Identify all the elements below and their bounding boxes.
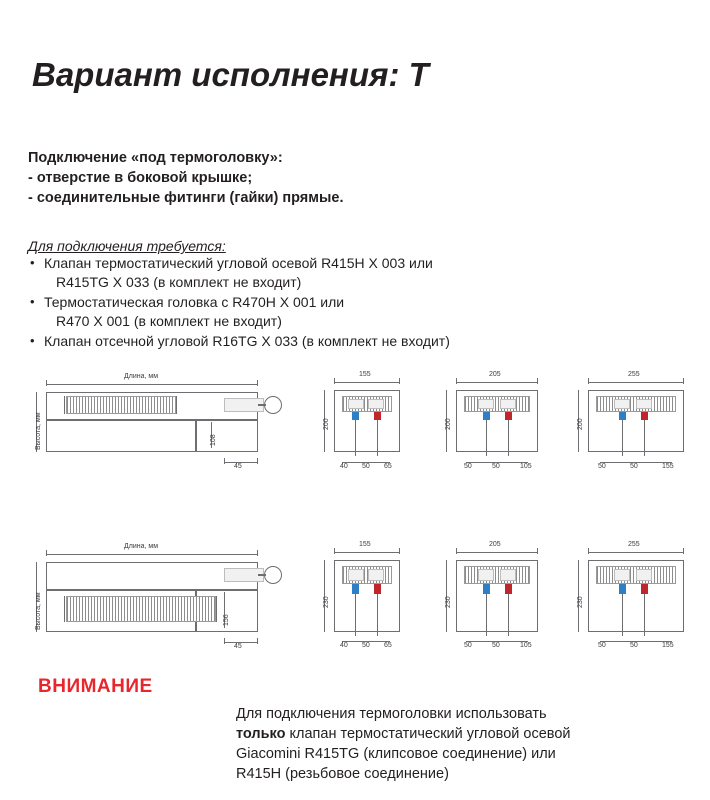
section-view-2-2 [434,540,554,670]
list-item [28,254,648,292]
intro-line-2: - отверстие в боковой крышке; [28,170,253,186]
dim-bottom-1: 50 [464,463,472,470]
dim-width: 205 [489,371,501,378]
dim-height: 230 [445,596,452,608]
intro-line-3: - соединительные фитинги (гайки) прямые. [28,190,344,206]
bullet-icon: • [30,333,35,348]
dim-bottom-3: 65 [384,642,392,649]
dim-bottom-1: 50 [598,642,606,649]
dim-height-label: Высота, мм [35,412,42,450]
page-title: Вариант исполнения: Т [32,56,429,93]
dim-bottom-1: 50 [464,642,472,649]
dim-width: 155 [359,371,371,378]
attention-heading: ВНИМАНИЕ [38,676,153,697]
attention-line-2 [236,724,696,744]
dim-height: 230 [323,596,330,608]
dim-length-label: Длина, мм [124,373,159,380]
dim-bottom-2: 50 [362,463,370,470]
dim-depth: 45 [234,643,242,650]
list-item [28,332,648,351]
attention-line-1: Для подключения термоголовки использовать [236,706,547,722]
dim-bottom-3: 65 [384,463,392,470]
dim-bottom-3: 155 [662,642,674,649]
dim-width: 255 [628,371,640,378]
dim-inner: 108 [210,434,217,446]
drawing-row-1 [0,370,710,500]
requirements-list [28,254,648,352]
dim-bottom-3: 105 [520,642,532,649]
bullet-icon: • [30,294,35,309]
bullet-icon: • [30,255,35,270]
section-view-2-1 [312,540,422,670]
attention-line-3: Giacomini R415TG (клипсовое соединение) или [236,746,556,762]
dim-height: 200 [445,418,452,430]
section-view-1-1 [312,370,422,500]
section-view-1-2 [434,370,554,500]
dim-height: 200 [323,418,330,430]
list-item-line-1: Клапан отсечной угловой R16TG X 033 (в комплект не входит) [44,333,450,349]
dim-depth: 45 [234,463,242,470]
dim-bottom-2: 50 [630,642,638,649]
dim-bottom-2: 50 [362,642,370,649]
dim-height: 230 [577,596,584,608]
dim-bottom-2: 50 [492,463,500,470]
dim-bottom-1: 40 [340,463,348,470]
attention-line-2-rest: клапан термостатический угловой осевой [285,726,571,742]
dim-width: 205 [489,541,501,548]
intro-block [28,148,343,208]
dim-width: 255 [628,541,640,548]
drawing-row-2 [0,540,710,670]
section-view-1-3 [566,370,696,500]
dim-inner: 156 [223,614,230,626]
dim-length-label: Длина, мм [124,543,159,550]
list-item-line-1: Термостатическая головка с R470H X 001 или [44,294,345,310]
dim-width: 155 [359,541,371,548]
dim-height: 200 [577,418,584,430]
attention-text [236,704,696,784]
attention-line-4: R415H (резьбовое соединение) [236,766,449,782]
side-view-diagram-1 [28,370,298,500]
requirements-heading: Для подключения требуется: [28,238,226,254]
dim-bottom-2: 50 [492,642,500,649]
section-view-2-3 [566,540,696,670]
dim-bottom-3: 155 [662,463,674,470]
side-view-diagram-2 [28,540,298,670]
dim-bottom-3: 105 [520,463,532,470]
dim-bottom-2: 50 [630,463,638,470]
list-item-line-2: R415TG X 033 (в комплект не входит) [56,274,302,290]
list-item-line-1: Клапан термостатический угловой осевой R415H X 003 или [44,255,433,271]
dim-bottom-1: 50 [598,463,606,470]
intro-line-1: Подключение «под термоголовку»: [28,150,283,166]
list-item [28,293,648,331]
attention-emphasis: только [236,726,286,742]
dim-bottom-1: 40 [340,642,348,649]
list-item-line-2: R470 X 001 (в комплект не входит) [56,313,282,329]
dim-height-label: Высота, мм [35,592,42,630]
